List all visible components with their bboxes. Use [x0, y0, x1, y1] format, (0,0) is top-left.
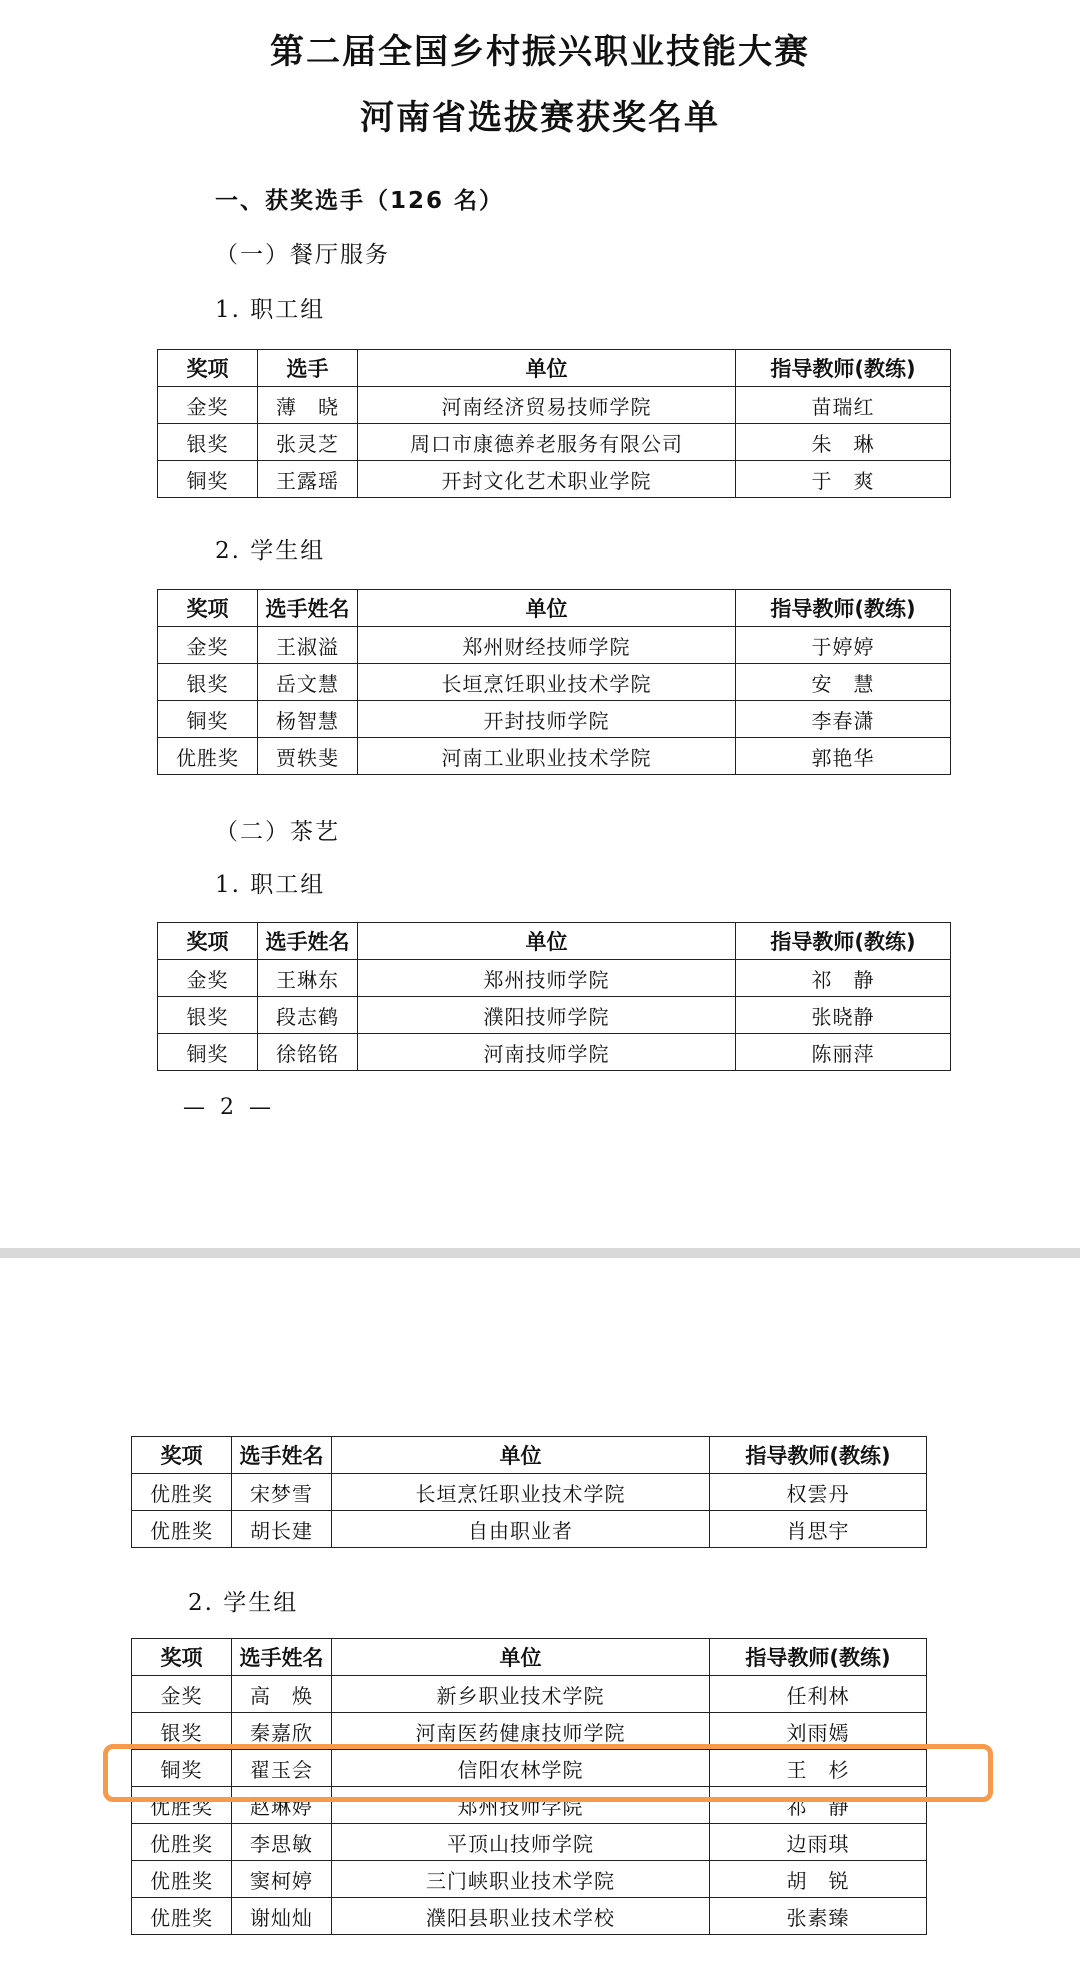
contestant-cell: 窦柯婷 — [232, 1861, 332, 1898]
table-row — [158, 387, 951, 424]
coach-cell: 于婷婷 — [736, 627, 951, 664]
coach-cell: 祁 静 — [736, 960, 951, 997]
award-cell: 优胜奖 — [132, 1898, 232, 1935]
contestant-cell: 岳文慧 — [258, 664, 358, 701]
group-heading-staff: 1. 职工组 — [215, 297, 326, 323]
column-header: 单位 — [358, 590, 736, 627]
subsection-heading-restaurant: （一）餐厅服务 — [215, 242, 390, 268]
coach-cell: 朱 琳 — [736, 424, 951, 461]
column-header: 指导教师(教练) — [710, 1639, 927, 1676]
contestant-cell: 翟玉会 — [232, 1750, 332, 1787]
award-cell: 优胜奖 — [132, 1474, 232, 1511]
table-row — [132, 1676, 927, 1713]
contestant-cell: 王淑溢 — [258, 627, 358, 664]
unit-cell: 开封技师学院 — [358, 701, 736, 738]
table-header-row — [158, 350, 951, 387]
award-cell: 银奖 — [132, 1713, 232, 1750]
unit-cell: 河南医药健康技师学院 — [332, 1713, 710, 1750]
table-row — [132, 1511, 927, 1548]
awards-table-tea-staff — [157, 922, 951, 1071]
coach-cell: 苗瑞红 — [736, 387, 951, 424]
table-row — [132, 1787, 927, 1824]
table-row — [158, 701, 951, 738]
unit-cell: 濮阳县职业技术学校 — [332, 1898, 710, 1935]
table-row — [158, 627, 951, 664]
table-row — [132, 1898, 927, 1935]
unit-cell: 郑州技师学院 — [332, 1787, 710, 1824]
column-header: 奖项 — [158, 923, 258, 960]
table-row — [158, 1034, 951, 1071]
coach-cell: 权雲丹 — [710, 1474, 927, 1511]
unit-cell: 长垣烹饪职业技术学院 — [358, 664, 736, 701]
award-cell: 金奖 — [158, 627, 258, 664]
award-cell: 银奖 — [158, 664, 258, 701]
coach-cell: 张晓静 — [736, 997, 951, 1034]
unit-cell: 信阳农林学院 — [332, 1750, 710, 1787]
award-cell: 铜奖 — [158, 701, 258, 738]
award-cell: 银奖 — [158, 997, 258, 1034]
contestant-cell: 段志鹤 — [258, 997, 358, 1034]
column-header: 选手姓名 — [232, 1639, 332, 1676]
award-cell: 优胜奖 — [132, 1824, 232, 1861]
unit-cell: 河南工业职业技术学院 — [358, 738, 736, 775]
award-cell: 优胜奖 — [158, 738, 258, 775]
coach-cell: 任利林 — [710, 1676, 927, 1713]
award-cell: 银奖 — [158, 424, 258, 461]
column-header: 单位 — [332, 1639, 710, 1676]
group-heading-student: 2. 学生组 — [215, 538, 326, 564]
award-cell: 金奖 — [158, 387, 258, 424]
award-cell: 优胜奖 — [132, 1787, 232, 1824]
page-number: — 2 — — [183, 1095, 275, 1120]
coach-cell: 李春潇 — [736, 701, 951, 738]
contestant-cell: 宋梦雪 — [232, 1474, 332, 1511]
unit-cell: 河南经济贸易技师学院 — [358, 387, 736, 424]
document-title-line2: 河南省选拔赛获奖名单 — [360, 98, 720, 138]
unit-cell: 平顶山技师学院 — [332, 1824, 710, 1861]
table-header-row — [132, 1437, 927, 1474]
contestant-cell: 赵琳婷 — [232, 1787, 332, 1824]
coach-cell: 肖思宇 — [710, 1511, 927, 1548]
coach-cell: 王 杉 — [710, 1750, 927, 1787]
award-cell: 优胜奖 — [132, 1861, 232, 1898]
unit-cell: 濮阳技师学院 — [358, 997, 736, 1034]
awards-table-restaurant-student — [157, 589, 951, 775]
table-row — [158, 664, 951, 701]
column-header: 指导教师(教练) — [736, 923, 951, 960]
unit-cell: 长垣烹饪职业技术学院 — [332, 1474, 710, 1511]
column-header: 指导教师(教练) — [710, 1437, 927, 1474]
contestant-cell: 谢灿灿 — [232, 1898, 332, 1935]
coach-cell: 安 慧 — [736, 664, 951, 701]
unit-cell: 自由职业者 — [332, 1511, 710, 1548]
group-heading-student: 2. 学生组 — [188, 1590, 299, 1616]
award-cell: 铜奖 — [158, 1034, 258, 1071]
unit-cell: 新乡职业技术学院 — [332, 1676, 710, 1713]
award-cell: 金奖 — [132, 1676, 232, 1713]
column-header: 单位 — [332, 1437, 710, 1474]
column-header: 单位 — [358, 923, 736, 960]
unit-cell: 郑州财经技师学院 — [358, 627, 736, 664]
awards-table-restaurant-staff — [157, 349, 951, 498]
coach-cell: 于 爽 — [736, 461, 951, 498]
contestant-cell: 秦嘉欣 — [232, 1713, 332, 1750]
coach-cell: 祁 静 — [710, 1787, 927, 1824]
contestant-cell: 贾轶斐 — [258, 738, 358, 775]
table-row — [132, 1713, 927, 1750]
section-heading-awardees: 一、获奖选手（126 名） — [215, 188, 505, 214]
coach-cell: 刘雨嫣 — [710, 1713, 927, 1750]
column-header: 奖项 — [158, 590, 258, 627]
column-header: 选手姓名 — [232, 1437, 332, 1474]
coach-cell: 边雨琪 — [710, 1824, 927, 1861]
table-row — [158, 461, 951, 498]
table-row — [132, 1861, 927, 1898]
table-row — [158, 960, 951, 997]
coach-cell: 陈丽萍 — [736, 1034, 951, 1071]
award-cell: 铜奖 — [158, 461, 258, 498]
table-row — [158, 997, 951, 1034]
contestant-cell: 张灵芝 — [258, 424, 358, 461]
column-header: 选手 — [258, 350, 358, 387]
column-header: 选手姓名 — [258, 923, 358, 960]
award-cell: 金奖 — [158, 960, 258, 997]
contestant-cell: 徐铭铭 — [258, 1034, 358, 1071]
column-header: 奖项 — [132, 1437, 232, 1474]
coach-cell: 胡 锐 — [710, 1861, 927, 1898]
column-header: 奖项 — [132, 1639, 232, 1676]
table-row — [132, 1474, 927, 1511]
unit-cell: 河南技师学院 — [358, 1034, 736, 1071]
table-header-row — [132, 1639, 927, 1676]
contestant-cell: 杨智慧 — [258, 701, 358, 738]
unit-cell: 三门峡职业技术学院 — [332, 1861, 710, 1898]
contestant-cell: 王露瑶 — [258, 461, 358, 498]
coach-cell: 张素臻 — [710, 1898, 927, 1935]
column-header: 选手姓名 — [258, 590, 358, 627]
award-cell: 优胜奖 — [132, 1511, 232, 1548]
column-header: 单位 — [358, 350, 736, 387]
contestant-cell: 高 焕 — [232, 1676, 332, 1713]
award-cell: 铜奖 — [132, 1750, 232, 1787]
unit-cell: 开封文化艺术职业学院 — [358, 461, 736, 498]
column-header: 指导教师(教练) — [736, 590, 951, 627]
table-header-row — [158, 923, 951, 960]
subsection-heading-tea-art: （二）茶艺 — [215, 819, 340, 845]
highlighted-table-row — [132, 1750, 927, 1787]
column-header: 奖项 — [158, 350, 258, 387]
page-separator — [0, 1248, 1080, 1258]
contestant-cell: 胡长建 — [232, 1511, 332, 1548]
document-title-line1: 第二届全国乡村振兴职业技能大赛 — [270, 32, 810, 72]
coach-cell: 郭艳华 — [736, 738, 951, 775]
table-header-row — [158, 590, 951, 627]
awards-table-tea-student — [131, 1638, 927, 1935]
table-row — [132, 1824, 927, 1861]
unit-cell: 周口市康德养老服务有限公司 — [358, 424, 736, 461]
column-header: 指导教师(教练) — [736, 350, 951, 387]
awards-table-tea-staff-continued — [131, 1436, 927, 1548]
contestant-cell: 李思敏 — [232, 1824, 332, 1861]
table-row — [158, 738, 951, 775]
table-row — [158, 424, 951, 461]
contestant-cell: 薄 晓 — [258, 387, 358, 424]
contestant-cell: 王琳东 — [258, 960, 358, 997]
group-heading-staff: 1. 职工组 — [215, 872, 326, 898]
unit-cell: 郑州技师学院 — [358, 960, 736, 997]
